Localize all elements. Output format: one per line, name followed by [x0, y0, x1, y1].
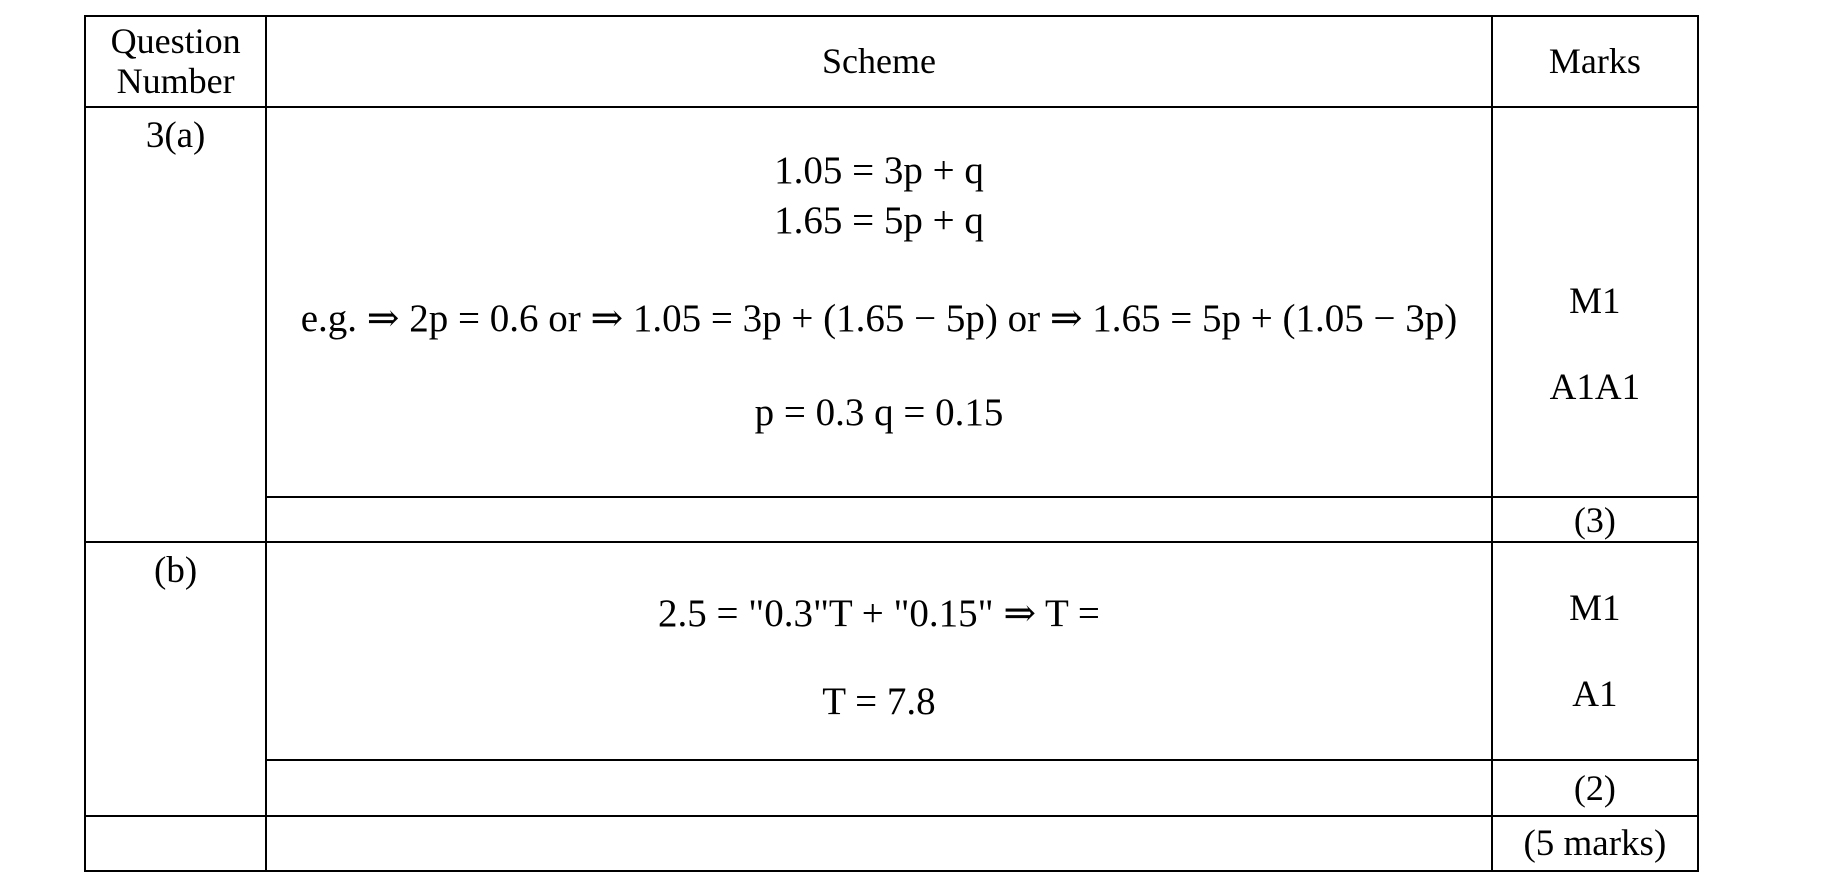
part-a-marks	[1492, 107, 1698, 498]
part-a-equation-2: 1.65 = 5p + q	[774, 198, 984, 242]
part-a-mark-m1: M1	[1569, 280, 1621, 322]
scheme-header: Scheme	[266, 16, 1492, 107]
part-a-subtotal-row	[85, 497, 1698, 541]
part-a-answer: p = 0.3 q = 0.15	[754, 390, 1004, 434]
part-b-row	[85, 542, 1698, 760]
part-a-mark-a1a1: A1A1	[1549, 366, 1641, 408]
part-b-answer: T = 7.8	[822, 679, 936, 723]
total-row	[85, 816, 1698, 871]
part-a-label: 3(a)	[85, 107, 266, 542]
part-a-row	[85, 107, 1698, 498]
part-b-mark-a1: A1	[1572, 673, 1618, 715]
total-marks: (5 marks)	[1492, 816, 1698, 871]
total-blank-scheme	[266, 816, 1492, 871]
header-row	[85, 16, 1698, 107]
part-b-marks	[1492, 542, 1698, 760]
part-a-subtotal: (3)	[1492, 497, 1698, 541]
part-b-scheme	[266, 542, 1492, 760]
part-a-subtotal-blank	[266, 497, 1492, 541]
part-b-equation-1: 2.5 = "0.3"T + "0.15" ⇒ T =	[658, 591, 1100, 635]
part-a-method: e.g. ⇒ 2p = 0.6 or ⇒ 1.05 = 3p + (1.65 − 5p) or ⇒ 1.65 = 5p + (1.05 − 3p)	[300, 296, 1458, 340]
part-b-subtotal-row	[85, 760, 1698, 817]
part-a-scheme	[266, 107, 1492, 498]
marks-header: Marks	[1492, 16, 1698, 107]
part-b-mark-m1: M1	[1569, 587, 1621, 629]
part-b-label: (b)	[85, 542, 266, 817]
mark-scheme-table	[84, 15, 1699, 872]
part-a-equation-1: 1.05 = 3p + q	[774, 148, 984, 192]
part-b-subtotal-blank	[266, 760, 1492, 817]
question-number-header: Question Number	[85, 16, 266, 107]
part-b-subtotal: (2)	[1492, 760, 1698, 817]
total-blank-q	[85, 816, 266, 871]
